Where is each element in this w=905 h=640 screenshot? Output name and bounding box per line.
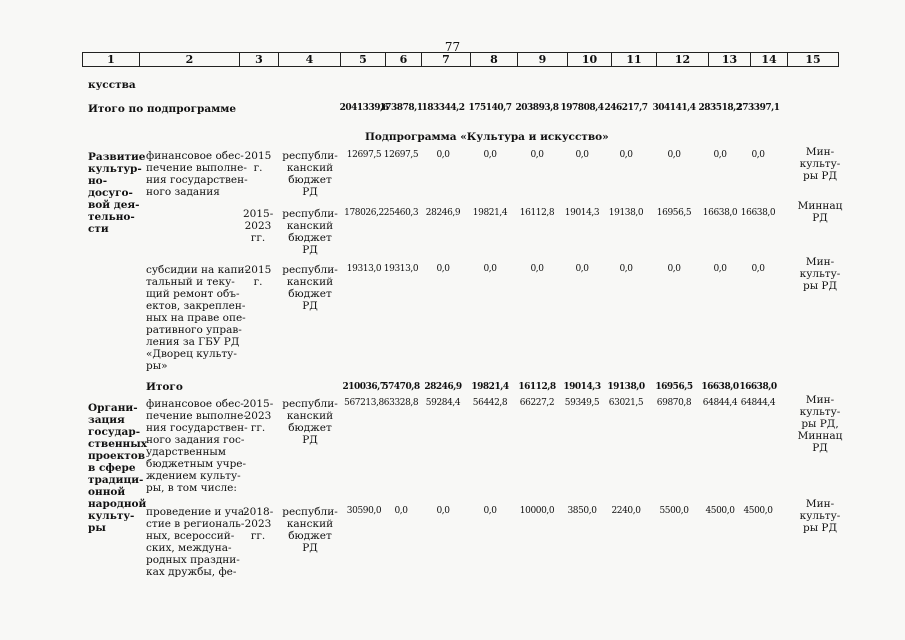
value-cell: 4500,0 [743, 506, 773, 516]
column-header-row [82, 52, 839, 67]
page-number: 77 [444, 40, 461, 54]
column-header-3: 3 [240, 53, 279, 67]
value-cell: 25460,3 [383, 208, 419, 218]
value-cell: 567213,8 [344, 398, 384, 408]
value-cell: 304141,4 [652, 103, 696, 113]
value-cell: 175140,7 [468, 103, 512, 113]
value-cell: 16956,5 [656, 208, 692, 218]
value-cell: 16638,0 [739, 382, 777, 392]
value-cell: 0,0 [575, 264, 589, 274]
column-header-6: 6 [386, 53, 422, 67]
block-2-row-2-executor: Мин- культу- ры РД [799, 498, 841, 534]
value-cell: 0,0 [713, 264, 727, 274]
value-cell: 63021,5 [608, 398, 644, 408]
block-1-row-1-description: финансовое обес- печение выполне- ния государствен- ного задания [146, 150, 248, 198]
value-cell: 0,0 [751, 264, 765, 274]
block-1-total-label: Итого [146, 381, 183, 393]
value-cell: 16638,0 [701, 382, 739, 392]
block-2-row-2-description: проведение и уча- стие в региональ- ных, всероссий- ских, междуна- родных праздни- ках дружбы, фе- [146, 506, 248, 578]
column-header-10: 10 [568, 53, 612, 67]
value-cell: 66227,2 [519, 398, 555, 408]
column-header-15: 15 [788, 53, 839, 67]
value-cell: 0,0 [530, 264, 544, 274]
value-cell: 56442,8 [472, 398, 508, 408]
value-cell: 16112,8 [518, 382, 556, 392]
value-cell: 0,0 [436, 150, 450, 160]
value-cell: 0,0 [483, 506, 497, 516]
value-cell: 16638,0 [740, 208, 776, 218]
column-header-5: 5 [341, 53, 386, 67]
value-cell: 4500,0 [705, 506, 735, 516]
value-cell: 0,0 [530, 150, 544, 160]
value-cell: 0,0 [394, 506, 408, 516]
block-2-row-1-executor: Мин- культу- ры РД, Миннац РД [797, 394, 843, 454]
value-cell: 183344,2 [421, 103, 465, 113]
block-1-row-1-source: республи- канский бюджет РД [282, 150, 338, 198]
subprogram-title: Подпрограмма «Культура и искусство» [365, 131, 609, 143]
value-cell: 0,0 [619, 264, 633, 274]
value-cell: 0,0 [483, 264, 497, 274]
value-cell: 0,0 [436, 264, 450, 274]
value-cell: 0,0 [713, 150, 727, 160]
value-cell: 59284,4 [425, 398, 461, 408]
value-cell: 59349,5 [564, 398, 600, 408]
value-cell: 12697,5 [383, 150, 419, 160]
value-cell: 19821,4 [471, 382, 509, 392]
column-header-4: 4 [279, 53, 341, 67]
value-cell: 19313,0 [346, 264, 382, 274]
value-cell: 63328,8 [383, 398, 419, 408]
block-2-row-1-period: 2015- 2023 гг. [243, 398, 274, 434]
value-cell: 203893,8 [515, 103, 559, 113]
block-1-row-1-period: 2015 г. [244, 150, 272, 174]
block-1-row-3-source: республи- канский бюджет РД [282, 264, 338, 312]
value-cell: 173878,1 [379, 103, 423, 113]
column-header-8: 8 [471, 53, 518, 67]
value-cell: 28246,9 [425, 208, 461, 218]
block-2-row-1-source: республи- канский бюджет РД [282, 398, 338, 446]
value-cell: 2041339,6 [339, 103, 389, 113]
value-cell: 0,0 [667, 150, 681, 160]
block-1-row-2-period: 2015- 2023 гг. [243, 208, 274, 244]
block-1-row-1-executor: Мин- культу- ры РД [799, 146, 841, 182]
value-cell: 19014,3 [563, 382, 601, 392]
value-cell: 197808,4 [560, 103, 604, 113]
value-cell: 64844,4 [702, 398, 738, 408]
value-cell: 19821,4 [472, 208, 508, 218]
column-header-13: 13 [709, 53, 751, 67]
column-header-14: 14 [751, 53, 788, 67]
block-2-row-2-period: 2018- 2023 гг. [243, 506, 274, 542]
value-cell: 0,0 [483, 150, 497, 160]
value-cell: 16638,0 [702, 208, 738, 218]
value-cell: 273397,1 [736, 103, 780, 113]
value-cell: 10000,0 [519, 506, 555, 516]
value-cell: 0,0 [436, 506, 450, 516]
column-header-2: 2 [140, 53, 240, 67]
value-cell: 5500,0 [659, 506, 689, 516]
block-2-row-2-source: республи- канский бюджет РД [282, 506, 338, 554]
block-2-name: Органи- зация государ- ственных проектов в сфере традици- онной народной культу- ры [88, 402, 148, 534]
value-cell: 0,0 [575, 150, 589, 160]
subprogram-total-label: Итого по подпрограмме [88, 103, 237, 115]
column-header-1: 1 [83, 53, 140, 67]
block-1-row-2-source: республи- канский бюджет РД [282, 208, 338, 256]
value-cell: 246217,7 [604, 103, 648, 113]
value-cell: 57470,8 [382, 382, 420, 392]
value-cell: 64844,4 [740, 398, 776, 408]
block-1-row-2-executor: Миннац РД [797, 200, 843, 224]
block-1-row-3-description: субсидии на капи- тальный и теку- щий ремонт объ- ектов, закреплен- ных на праве опе- ративного управ- ления за ГБУ РД «Дворец культу- ры» [146, 264, 249, 372]
value-cell: 12697,5 [346, 150, 382, 160]
column-header-9: 9 [518, 53, 568, 67]
value-cell: 69870,8 [656, 398, 692, 408]
block-2-row-1-description: финансовое обес- печение выполне- ния государствен- ного задания гос- ударственным бюджетным учре- ждением культу- ры, в том числе: [146, 398, 248, 494]
value-cell: 19014,3 [564, 208, 600, 218]
value-cell: 16956,5 [655, 382, 693, 392]
value-cell: 0,0 [751, 150, 765, 160]
value-cell: 28246,9 [424, 382, 462, 392]
block-1-name: Развитие культур- но- досуго- вой дея- тельно- сти [88, 151, 146, 235]
block-1-row-3-executor: Мин- культу- ры РД [799, 256, 841, 292]
value-cell: 19138,0 [608, 208, 644, 218]
value-cell: 0,0 [619, 150, 633, 160]
value-cell: 3850,0 [567, 506, 597, 516]
value-cell: 210036,7 [342, 382, 386, 392]
fragment-text: кусства [88, 79, 136, 91]
block-1-row-3-period: 2015 г. [244, 264, 272, 288]
value-cell: 30590,0 [346, 506, 382, 516]
value-cell: 283518,2 [698, 103, 742, 113]
column-header-12: 12 [657, 53, 709, 67]
value-cell: 19138,0 [607, 382, 645, 392]
value-cell: 19313,0 [383, 264, 419, 274]
value-cell: 0,0 [667, 264, 681, 274]
value-cell: 16112,8 [519, 208, 555, 218]
value-cell: 178026,2 [344, 208, 384, 218]
column-header-11: 11 [612, 53, 657, 67]
column-header-7: 7 [422, 53, 471, 67]
value-cell: 2240,0 [611, 506, 641, 516]
